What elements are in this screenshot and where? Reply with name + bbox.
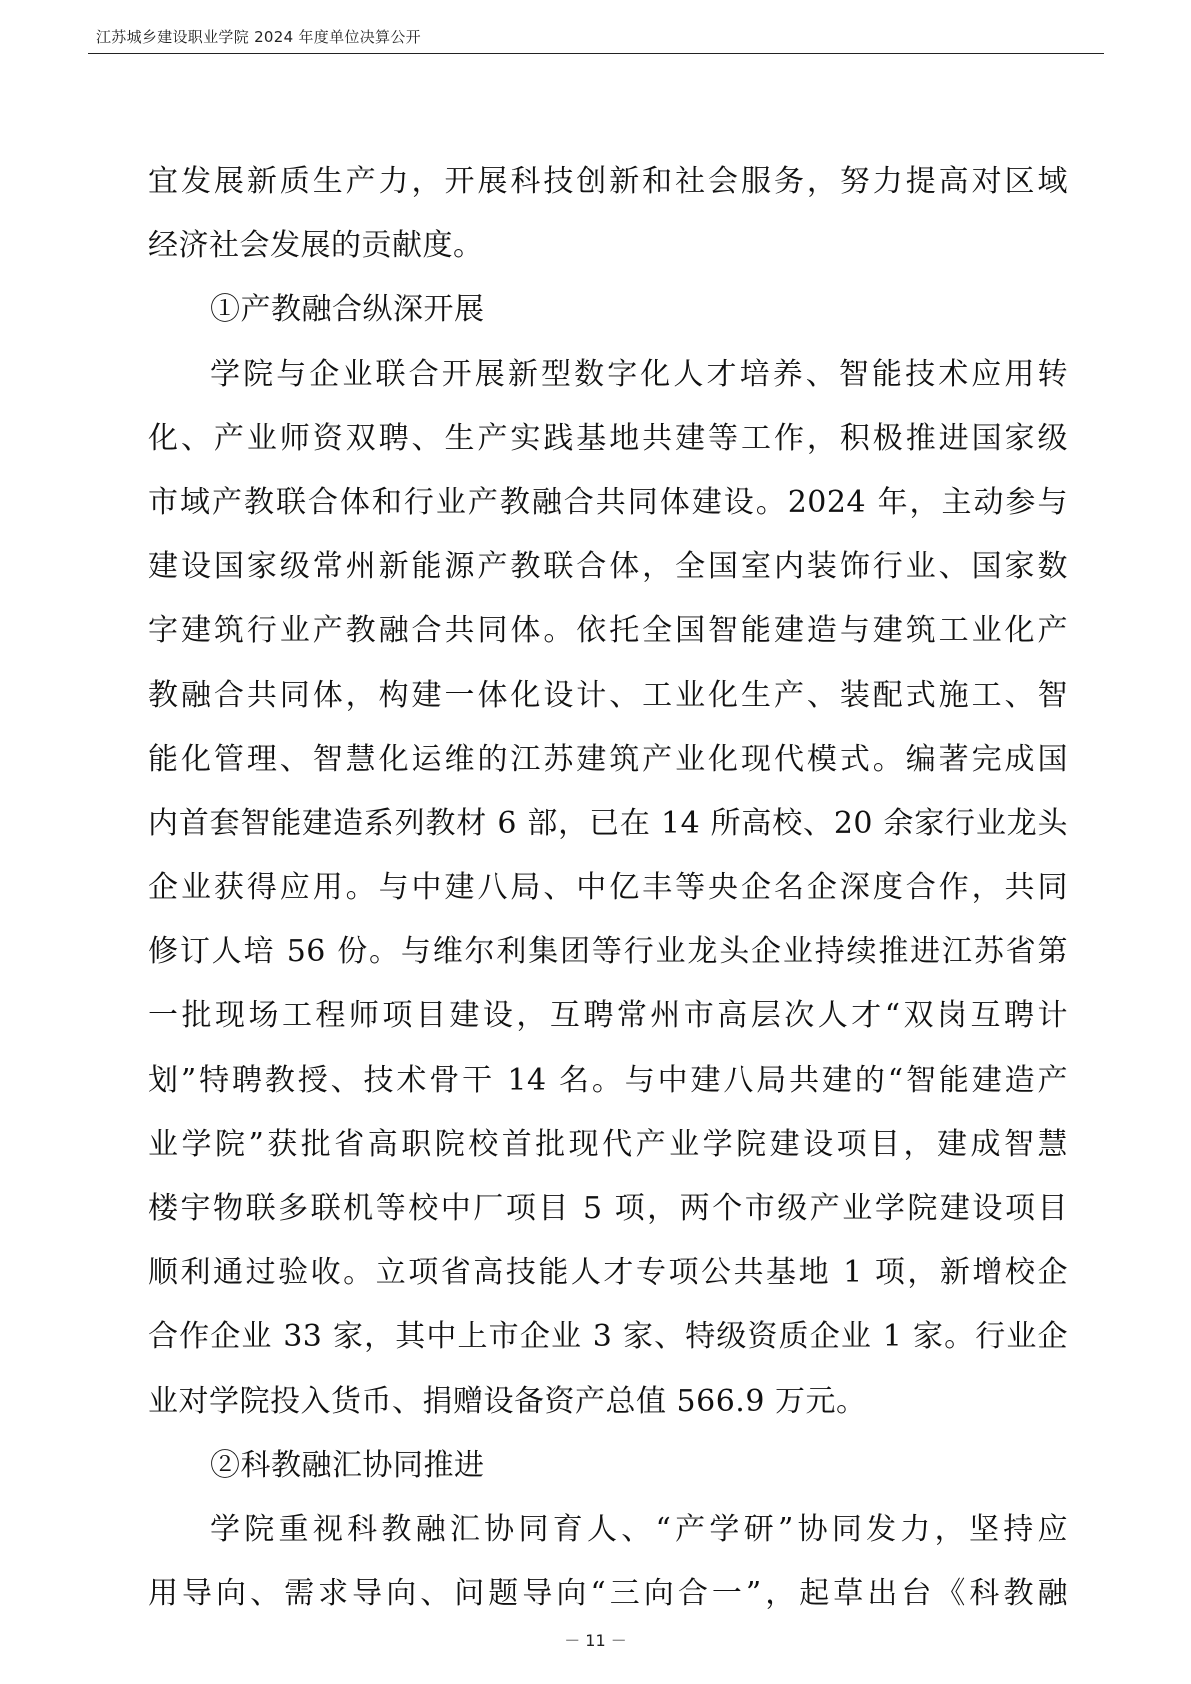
body-line: 字建筑行业产教融合共同体。依托全国智能建造与建筑工业化产 [148,613,1068,649]
body-line: 化、产业师资双聘、生产实践基地共建等工作，积极推进国家级 [148,420,1068,456]
body-line: 能化管理、智慧化运维的江苏建筑产业化现代模式。编著完成国 [148,741,1068,777]
body-line: 教融合共同体，构建一体化设计、工业化生产、装配式施工、智 [148,677,1068,713]
body-line: 建设国家级常州新能源产教联合体，全国室内装饰行业、国家数 [148,549,1068,585]
body-line: 划”特聘教授、技术骨干 14 名。与中建八局共建的“智能建造产 [148,1062,1068,1098]
body-line: 一批现场工程师项目建设，互聘常州市高层次人才“双岗互聘计 [148,998,1068,1034]
body-line: 合作企业 33 家，其中上市企业 3 家、特级资质企业 1 家。行业企 [148,1319,1068,1355]
body-line: 业学院”获批省高职院校首批现代产业学院建设项目，建成智慧 [148,1126,1068,1162]
page-header-title: 江苏城乡建设职业学院 2024 年度单位决算公开 [96,28,421,46]
body-line: 经济社会发展的贡献度。 [148,228,484,264]
body-line: 业对学院投入货币、捐赠设备资产总值 566.9 万元。 [148,1383,867,1419]
body-line: 宜发展新质生产力，开展科技创新和社会服务，努力提高对区域 [148,164,1068,199]
section-heading: ②科教融汇协同推进 [210,1447,485,1483]
body-line: 市域产教联合体和行业产教融合共同体建设。2024 年，主动参与 [148,484,1068,520]
header-divider [88,53,1104,54]
body-line: 企业获得应用。与中建八局、中亿丰等央企名企深度合作，共同 [148,870,1068,906]
page-number: － 11 － [564,1631,627,1650]
body-line: 楼宇物联多联机等校中厂项目 5 项，两个市级产业学院建设项目 [148,1191,1068,1226]
body-line: 用导向、需求导向、问题导向“三向合一”，起草出台《科教融 [148,1576,1068,1612]
document-body [148,150,1068,1626]
body-line: 学院重视科教融汇协同育人、“产学研”协同发力，坚持应 [210,1511,1068,1547]
body-line: 学院与企业联合开展新型数字化人才培养、智能技术应用转 [210,356,1068,392]
body-line: 修订人培 56 份。与维尔利集团等行业龙头企业持续推进江苏省第 [148,934,1068,970]
body-line: 顺利通过验收。立项省高技能人才专项公共基地 1 项，新增校企 [148,1255,1068,1291]
section-heading: ①产教融合纵深开展 [210,292,485,328]
body-line: 内首套智能建造系列教材 6 部，已在 14 所高校、20 余家行业龙头 [148,805,1068,841]
